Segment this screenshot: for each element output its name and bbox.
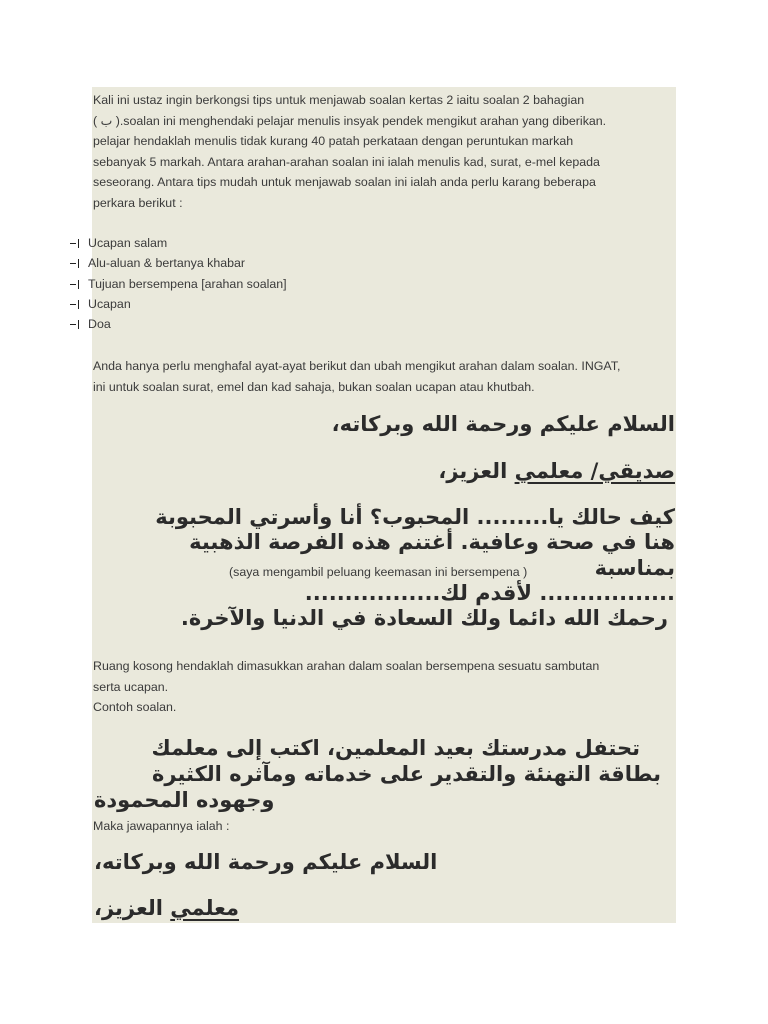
tips-list	[68, 233, 287, 334]
intro-line: perkara berikut :	[93, 195, 183, 210]
template-line-1: كيف حالك يا......... المحبوب؟ أنا وأسرتي المحبوبة	[155, 505, 675, 529]
template-line-4: ................. لأقدم لك.................	[304, 581, 675, 605]
note-line: Anda hanya perlu menghafal ayat-ayat berikut dan ubah mengikut arahan dalam soalan. INGAT,	[93, 359, 621, 373]
example-question-line-2: بطاقة التهنئة والتقدير على خدماته ومآثره الكثيرة	[151, 762, 661, 786]
answer-greeting-underlined: معلمي	[170, 896, 240, 920]
example-question-line-3: وجهوده المحمودة	[94, 788, 275, 812]
intro-paragraph	[93, 90, 673, 213]
intro-line: Kali ini ustaz ingin berkongsi tips untuk menjawab soalan kertas 2 iaitu soalan 2 bahagian	[93, 93, 585, 107]
greeting-rest: العزيز،	[438, 459, 515, 483]
template-greeting	[438, 459, 675, 483]
template-line-3: بمناسبة	[594, 556, 675, 580]
template-line-2: هنا في صحة وعافية. أغتنم هذه الفرصة الذهبية	[189, 530, 675, 554]
answer-greeting-rest: العزيز،	[94, 896, 171, 920]
list-item: Alu-aluan & bertanya khabar	[88, 256, 246, 271]
note-paragraph	[93, 356, 673, 397]
list-item: Doa	[88, 317, 111, 332]
explain-paragraph	[93, 656, 673, 718]
answer-label: Maka jawapannya ialah :	[93, 819, 230, 833]
intro-line: sebanyak 5 markah. Antara arahan-arahan soalan ini ialah menulis kad, surat, e-mel kepada	[93, 154, 600, 169]
list-item: Ucapan salam	[88, 236, 168, 250]
template-line-3-translation: (saya mengambil peluang keemasan ini bersempena )	[229, 565, 528, 579]
explain-line: serta ucapan.	[93, 679, 169, 694]
greeting-underlined: صديقي/ معلمي	[514, 459, 675, 483]
template-line-5: رحمك الله دائما ولك السعادة في الدنيا والآخرة.	[180, 606, 668, 630]
intro-line: ( ب ).soalan ini menghendaki pelajar menulis insyak pendek mengikut arahan yang diberikan.	[93, 113, 607, 128]
answer-salam: السلام عليكم ورحمة الله وبركاته،	[94, 850, 438, 874]
explain-line: Contoh soalan.	[93, 700, 177, 714]
answer-greeting	[94, 896, 239, 920]
explain-line: Ruang kosong hendaklah dimasukkan arahan dalam soalan bersempena sesuatu sambutan	[93, 659, 600, 673]
list-item: Ucapan	[88, 296, 131, 311]
template-salam: السلام عليكم ورحمة الله وبركاته،	[331, 412, 675, 436]
example-question-line-1: تحتفل مدرستك بعيد المعلمين، اكتب إلى معلمك	[151, 736, 640, 760]
list-item: Tujuan bersempena [arahan soalan]	[88, 276, 287, 291]
intro-line: seseorang. Antara tips mudah untuk menjawab soalan ini ialah anda perlu karang beberapa	[93, 175, 596, 189]
intro-line: pelajar hendaklah menulis tidak kurang 40 patah perkataan dengan peruntukan markah	[93, 134, 574, 148]
note-line: ini untuk soalan surat, emel dan kad sahaja, bukan soalan ucapan atau khutbah.	[93, 379, 535, 394]
